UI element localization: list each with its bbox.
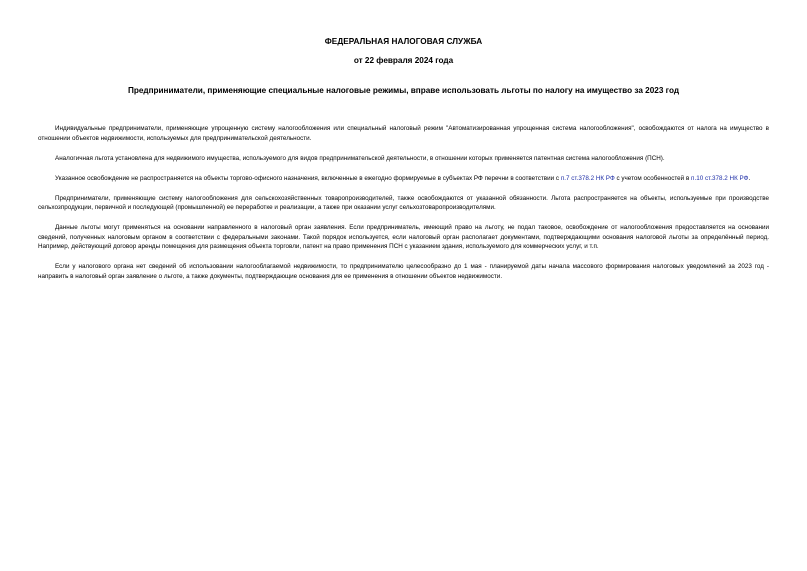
law-link-p7-st378-2[interactable]: п.7 ст.378.2 НК РФ	[560, 174, 615, 182]
paragraph-1: Индивидуальные предприниматели, применяющие упрощенную систему налогообложения или специальный налоговый режим "Автоматизированная упрощенная система налогообложения", освобождаются от налога на имущество в отношении объектов недвижимости, используемых для предпринимательской деятельности.	[38, 125, 769, 142]
paragraph-3-text-before: Указанное освобождение не распространяется на объекты торгово-офисного назначения, включенные в ежегодно формируемые в субъектах РФ перечни в соответствии с	[55, 174, 561, 182]
document-title: Предприниматели, применяющие специальные налоговые режимы, вправе использовать льготы по налогу на имущество за 2023 год	[127, 86, 680, 95]
paragraph-6: Если у налогового органа нет сведений об использовании налогооблагаемой недвижимости, то предпринимателю целесообразно до 1 мая - планируемой даты начала массового формирования налоговых уведомлений за 2023 год - направить в налоговый орган заявление о льготе, а также документы, подтверждающие основания для ее применения в отношении объектов недвижимости.	[38, 263, 769, 280]
paragraph-4: Предприниматели, применяющие систему налогообложения для сельскохозяйственных товаропроизводителей, также освобождаются от указанной обязанности. Льгота распространяется на объекты, используемые при производстве сельхозпродукции, первичной и последующей (промышленной) ее переработке и реализации, а также при оказании услуг сельхозтоваропроизводителями.	[38, 194, 769, 211]
document-date: от 22 февраля 2024 года	[353, 56, 454, 65]
paragraph-3-text-middle: с учетом особенностей в	[614, 174, 692, 182]
document-page	[38, 0, 769, 571]
paragraph-2: Аналогичная льгота установлена для недвижимого имущества, используемого для видов предпринимательской деятельности, в отношении которых применяется патентная система налогообложения (ПСН).	[55, 154, 665, 162]
paragraph-3-text-after: .	[748, 174, 751, 182]
paragraph-5: Данные льготы могут применяться на основании направленного в налоговый орган заявления. Если предприниматель, имеющий право на льготу, не подал таковое, освобождение от налогообложения предоставляется на основании сведений, полученных налоговым органом в соответствии с федеральными законами. Такой порядок используется, если налоговый орган располагает документами, подтверждающими основания налоговой льготы за определённый период. Например, действующий договор аренды помещения для размещения объекта торговли, патент на право применения ПСН с указанием здания, используемого для коммерческих услуг, и т.п.	[38, 224, 769, 250]
law-link-p10-st378-2[interactable]: п.10 ст.378.2 НК РФ	[691, 174, 749, 182]
paragraph-3	[38, 174, 769, 184]
agency-name: ФЕДЕРАЛЬНАЯ НАЛОГОВАЯ СЛУЖБА	[324, 37, 483, 46]
document-body	[38, 124, 769, 292]
